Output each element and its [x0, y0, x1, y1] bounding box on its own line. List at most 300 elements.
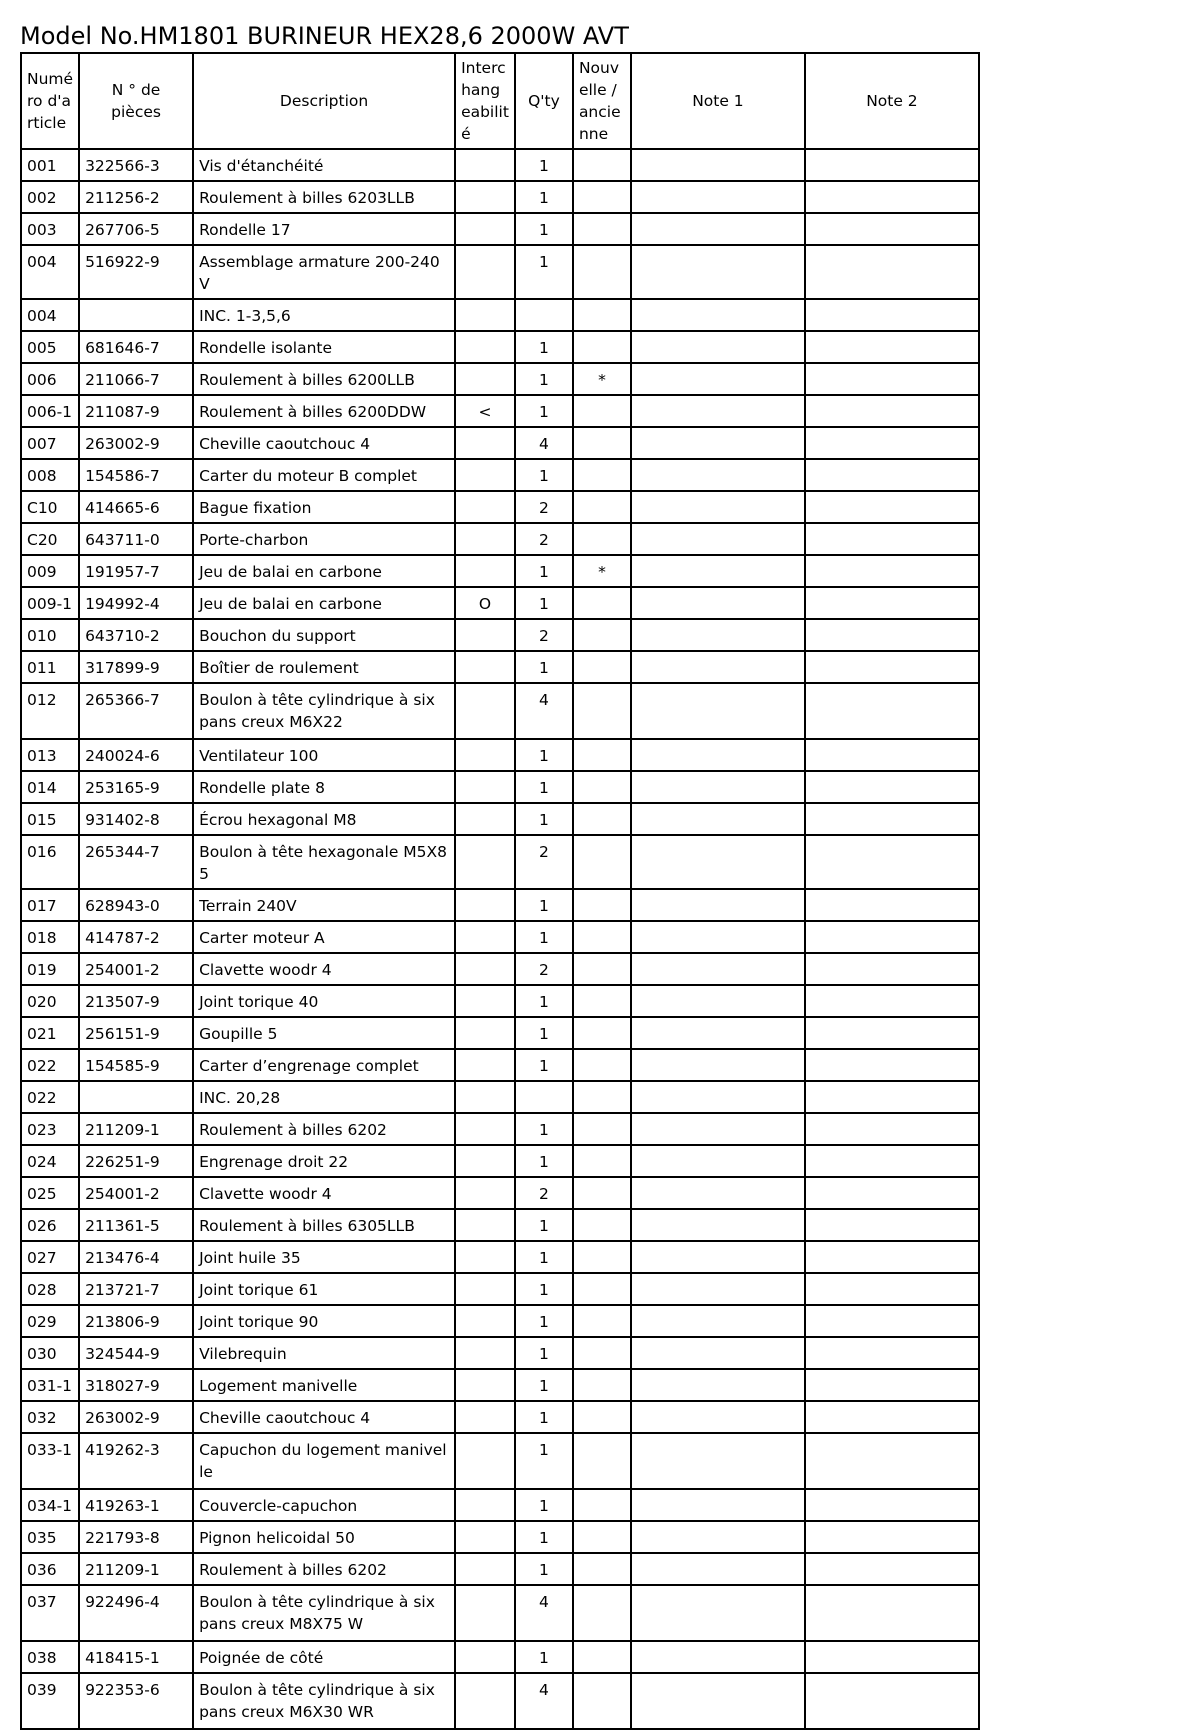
cell-description: Couvercle-capuchon — [193, 1489, 455, 1521]
cell-note-1 — [631, 491, 805, 523]
cell-quantity: 1 — [515, 459, 573, 491]
cell-part-number: 516922-9 — [79, 245, 193, 299]
cell-interchangeability — [455, 1553, 515, 1585]
cell-note-1 — [631, 459, 805, 491]
cell-note-2 — [805, 1273, 979, 1305]
cell-description: Assemblage armature 200-240V — [193, 245, 455, 299]
cell-description: Engrenage droit 22 — [193, 1145, 455, 1177]
cell-part-number: 643710-2 — [79, 619, 193, 651]
table-row — [21, 835, 979, 889]
cell-quantity: 1 — [515, 1273, 573, 1305]
cell-part-number: 194992-4 — [79, 587, 193, 619]
table-row — [21, 683, 979, 739]
cell-part-number: 265366-7 — [79, 683, 193, 739]
table-row — [21, 803, 979, 835]
cell-interchangeability — [455, 1209, 515, 1241]
cell-quantity: 4 — [515, 1585, 573, 1641]
cell-note-2 — [805, 889, 979, 921]
cell-note-2 — [805, 459, 979, 491]
cell-note-2 — [805, 1433, 979, 1489]
cell-note-1 — [631, 1401, 805, 1433]
cell-description: Roulement à billes 6202 — [193, 1553, 455, 1585]
cell-note-1 — [631, 921, 805, 953]
cell-note-2 — [805, 1177, 979, 1209]
cell-quantity: 1 — [515, 771, 573, 803]
cell-item-number: 033-1 — [21, 1433, 79, 1489]
cell-new-old — [573, 1241, 631, 1273]
cell-quantity: 4 — [515, 1673, 573, 1729]
table-row — [21, 1049, 979, 1081]
cell-interchangeability — [455, 363, 515, 395]
cell-part-number: 240024-6 — [79, 739, 193, 771]
cell-part-number: 213721-7 — [79, 1273, 193, 1305]
table-row — [21, 739, 979, 771]
cell-item-number: 034-1 — [21, 1489, 79, 1521]
cell-note-1 — [631, 771, 805, 803]
cell-part-number: 213476-4 — [79, 1241, 193, 1273]
cell-new-old — [573, 985, 631, 1017]
cell-description: Capuchon du logement manivelle — [193, 1433, 455, 1489]
cell-item-number: 031-1 — [21, 1369, 79, 1401]
cell-description: Joint huile 35 — [193, 1241, 455, 1273]
cell-quantity: 1 — [515, 1521, 573, 1553]
header-description: Description — [193, 53, 455, 149]
table-row — [21, 149, 979, 181]
cell-item-number: 021 — [21, 1017, 79, 1049]
cell-description: Jeu de balai en carbone — [193, 555, 455, 587]
cell-part-number: 211209-1 — [79, 1553, 193, 1585]
cell-note-2 — [805, 985, 979, 1017]
cell-new-old — [573, 427, 631, 459]
cell-part-number: 211209-1 — [79, 1113, 193, 1145]
header-part-number: N ° de pièces — [79, 53, 193, 149]
table-row — [21, 1113, 979, 1145]
cell-new-old — [573, 1113, 631, 1145]
cell-interchangeability — [455, 1585, 515, 1641]
cell-description: Écrou hexagonal M8 — [193, 803, 455, 835]
cell-new-old — [573, 1017, 631, 1049]
cell-note-2 — [805, 619, 979, 651]
cell-interchangeability — [455, 523, 515, 555]
cell-item-number: 022 — [21, 1081, 79, 1113]
cell-part-number: 211087-9 — [79, 395, 193, 427]
table-row — [21, 921, 979, 953]
cell-new-old — [573, 299, 631, 331]
cell-quantity: 1 — [515, 363, 573, 395]
cell-part-number: 922496-4 — [79, 1585, 193, 1641]
cell-quantity: 1 — [515, 921, 573, 953]
cell-note-1 — [631, 299, 805, 331]
cell-description: Rondelle isolante — [193, 331, 455, 363]
cell-note-2 — [805, 1017, 979, 1049]
cell-description: INC. 20,28 — [193, 1081, 455, 1113]
cell-part-number — [79, 1081, 193, 1113]
cell-description: Joint torique 40 — [193, 985, 455, 1017]
cell-note-1 — [631, 587, 805, 619]
cell-part-number: 226251-9 — [79, 1145, 193, 1177]
cell-quantity: 1 — [515, 1113, 573, 1145]
cell-part-number: 324544-9 — [79, 1337, 193, 1369]
cell-quantity: 1 — [515, 1305, 573, 1337]
cell-new-old — [573, 771, 631, 803]
cell-interchangeability — [455, 555, 515, 587]
cell-new-old — [573, 1177, 631, 1209]
cell-note-2 — [805, 1521, 979, 1553]
cell-part-number: 931402-8 — [79, 803, 193, 835]
cell-note-2 — [805, 1401, 979, 1433]
cell-part-number: 419263-1 — [79, 1489, 193, 1521]
cell-note-2 — [805, 587, 979, 619]
cell-item-number: 017 — [21, 889, 79, 921]
cell-interchangeability — [455, 803, 515, 835]
cell-interchangeability: O — [455, 587, 515, 619]
cell-interchangeability — [455, 1521, 515, 1553]
cell-item-number: C20 — [21, 523, 79, 555]
cell-interchangeability — [455, 181, 515, 213]
cell-quantity: 1 — [515, 739, 573, 771]
cell-item-number: 035 — [21, 1521, 79, 1553]
table-row — [21, 1209, 979, 1241]
table-row — [21, 771, 979, 803]
cell-description: Bague fixation — [193, 491, 455, 523]
cell-note-2 — [805, 921, 979, 953]
cell-interchangeability — [455, 1641, 515, 1673]
cell-quantity: 1 — [515, 1641, 573, 1673]
cell-note-1 — [631, 1489, 805, 1521]
cell-note-1 — [631, 1241, 805, 1273]
cell-note-2 — [805, 683, 979, 739]
cell-note-1 — [631, 181, 805, 213]
cell-interchangeability — [455, 683, 515, 739]
cell-note-2 — [805, 1145, 979, 1177]
cell-quantity: 1 — [515, 651, 573, 683]
cell-interchangeability — [455, 1241, 515, 1273]
cell-description: Boulon à tête cylindrique à six pans creux M8X75 W — [193, 1585, 455, 1641]
cell-new-old — [573, 921, 631, 953]
table-row — [21, 523, 979, 555]
table-header-row — [21, 53, 979, 149]
table-row — [21, 181, 979, 213]
cell-new-old — [573, 181, 631, 213]
cell-item-number: 019 — [21, 953, 79, 985]
cell-interchangeability: < — [455, 395, 515, 427]
table-row — [21, 953, 979, 985]
cell-note-1 — [631, 1113, 805, 1145]
cell-note-2 — [805, 739, 979, 771]
cell-note-2 — [805, 491, 979, 523]
cell-note-2 — [805, 427, 979, 459]
table-row — [21, 213, 979, 245]
cell-note-1 — [631, 1337, 805, 1369]
cell-note-1 — [631, 395, 805, 427]
table-row — [21, 1553, 979, 1585]
cell-note-1 — [631, 331, 805, 363]
table-row — [21, 1273, 979, 1305]
cell-note-2 — [805, 555, 979, 587]
cell-item-number: C10 — [21, 491, 79, 523]
cell-interchangeability — [455, 1401, 515, 1433]
cell-note-1 — [631, 1305, 805, 1337]
table-row — [21, 245, 979, 299]
cell-description: Roulement à billes 6202 — [193, 1113, 455, 1145]
cell-description: Clavette woodr 4 — [193, 1177, 455, 1209]
header-quantity: Q'ty — [515, 53, 573, 149]
cell-new-old — [573, 245, 631, 299]
cell-new-old: * — [573, 555, 631, 587]
cell-note-1 — [631, 619, 805, 651]
header-note-1: Note 1 — [631, 53, 805, 149]
cell-description: Carter du moteur B complet — [193, 459, 455, 491]
cell-quantity: 1 — [515, 245, 573, 299]
cell-description: Boulon à tête cylindrique à six pans creux M6X30 WR — [193, 1673, 455, 1729]
cell-item-number: 020 — [21, 985, 79, 1017]
table-row — [21, 1585, 979, 1641]
cell-description: Bouchon du support — [193, 619, 455, 651]
cell-description: Roulement à billes 6203LLB — [193, 181, 455, 213]
cell-item-number: 004 — [21, 245, 79, 299]
cell-quantity: 1 — [515, 1049, 573, 1081]
cell-note-2 — [805, 1489, 979, 1521]
cell-item-number: 024 — [21, 1145, 79, 1177]
cell-part-number: 414787-2 — [79, 921, 193, 953]
cell-interchangeability — [455, 771, 515, 803]
cell-note-2 — [805, 523, 979, 555]
cell-interchangeability — [455, 1113, 515, 1145]
cell-item-number: 003 — [21, 213, 79, 245]
cell-quantity: 1 — [515, 889, 573, 921]
cell-interchangeability — [455, 1369, 515, 1401]
cell-item-number: 006 — [21, 363, 79, 395]
cell-interchangeability — [455, 835, 515, 889]
cell-item-number: 037 — [21, 1585, 79, 1641]
cell-new-old — [573, 1521, 631, 1553]
cell-interchangeability — [455, 739, 515, 771]
table-row — [21, 1145, 979, 1177]
table-row — [21, 985, 979, 1017]
cell-new-old — [573, 1049, 631, 1081]
cell-part-number — [79, 299, 193, 331]
cell-description: Vis d'étanchéité — [193, 149, 455, 181]
cell-interchangeability — [455, 953, 515, 985]
cell-part-number: 317899-9 — [79, 651, 193, 683]
cell-note-1 — [631, 985, 805, 1017]
cell-part-number: 211361-5 — [79, 1209, 193, 1241]
cell-quantity: 1 — [515, 1209, 573, 1241]
cell-note-1 — [631, 1145, 805, 1177]
cell-note-2 — [805, 1049, 979, 1081]
table-row — [21, 1433, 979, 1489]
cell-new-old — [573, 213, 631, 245]
cell-note-1 — [631, 363, 805, 395]
cell-new-old — [573, 1401, 631, 1433]
cell-part-number: 191957-7 — [79, 555, 193, 587]
cell-quantity: 1 — [515, 803, 573, 835]
cell-part-number: 414665-6 — [79, 491, 193, 523]
table-row — [21, 299, 979, 331]
cell-quantity: 1 — [515, 213, 573, 245]
cell-quantity: 4 — [515, 683, 573, 739]
cell-note-1 — [631, 523, 805, 555]
cell-item-number: 032 — [21, 1401, 79, 1433]
cell-note-1 — [631, 1553, 805, 1585]
cell-quantity: 1 — [515, 1401, 573, 1433]
cell-part-number: 154585-9 — [79, 1049, 193, 1081]
cell-interchangeability — [455, 619, 515, 651]
table-row — [21, 889, 979, 921]
cell-note-2 — [805, 1305, 979, 1337]
cell-note-2 — [805, 771, 979, 803]
cell-new-old — [573, 1433, 631, 1489]
cell-quantity: 2 — [515, 953, 573, 985]
table-row — [21, 651, 979, 683]
table-row — [21, 363, 979, 395]
cell-note-1 — [631, 1177, 805, 1209]
cell-quantity: 1 — [515, 395, 573, 427]
cell-description: Terrain 240V — [193, 889, 455, 921]
cell-item-number: 013 — [21, 739, 79, 771]
cell-new-old: * — [573, 363, 631, 395]
cell-note-2 — [805, 1209, 979, 1241]
cell-new-old — [573, 523, 631, 555]
cell-new-old — [573, 1369, 631, 1401]
cell-new-old — [573, 889, 631, 921]
cell-description: Joint torique 90 — [193, 1305, 455, 1337]
cell-note-1 — [631, 213, 805, 245]
cell-interchangeability — [455, 1081, 515, 1113]
cell-description: Carter moteur A — [193, 921, 455, 953]
cell-description: Poignée de côté — [193, 1641, 455, 1673]
cell-description: Cheville caoutchouc 4 — [193, 427, 455, 459]
header-note-2: Note 2 — [805, 53, 979, 149]
cell-new-old — [573, 619, 631, 651]
header-item-number: Numé ro d'a rticle — [21, 53, 79, 149]
cell-item-number: 036 — [21, 1553, 79, 1585]
cell-quantity: 2 — [515, 491, 573, 523]
cell-note-2 — [805, 299, 979, 331]
table-row — [21, 459, 979, 491]
cell-note-1 — [631, 427, 805, 459]
cell-new-old — [573, 149, 631, 181]
cell-quantity: 1 — [515, 1241, 573, 1273]
header-interchangeability: Interc hang eabilit é — [455, 53, 515, 149]
cell-new-old — [573, 1489, 631, 1521]
cell-item-number: 012 — [21, 683, 79, 739]
table-row — [21, 1489, 979, 1521]
cell-new-old — [573, 1337, 631, 1369]
cell-note-1 — [631, 889, 805, 921]
cell-quantity: 4 — [515, 427, 573, 459]
table-row — [21, 491, 979, 523]
cell-description: Roulement à billes 6200DDW — [193, 395, 455, 427]
cell-note-1 — [631, 1369, 805, 1401]
cell-note-1 — [631, 1273, 805, 1305]
cell-description: Logement manivelle — [193, 1369, 455, 1401]
table-row — [21, 1369, 979, 1401]
cell-part-number: 267706-5 — [79, 213, 193, 245]
cell-new-old — [573, 587, 631, 619]
table-row — [21, 1177, 979, 1209]
cell-interchangeability — [455, 1145, 515, 1177]
cell-item-number: 039 — [21, 1673, 79, 1729]
cell-note-1 — [631, 1209, 805, 1241]
cell-new-old — [573, 1145, 631, 1177]
cell-interchangeability — [455, 1049, 515, 1081]
cell-note-2 — [805, 953, 979, 985]
table-row — [21, 1673, 979, 1729]
table-row — [21, 1641, 979, 1673]
cell-item-number: 009 — [21, 555, 79, 587]
cell-part-number: 628943-0 — [79, 889, 193, 921]
cell-item-number: 008 — [21, 459, 79, 491]
cell-note-1 — [631, 1521, 805, 1553]
cell-item-number: 010 — [21, 619, 79, 651]
cell-interchangeability — [455, 459, 515, 491]
cell-new-old — [573, 803, 631, 835]
cell-item-number: 029 — [21, 1305, 79, 1337]
cell-interchangeability — [455, 921, 515, 953]
cell-new-old — [573, 1585, 631, 1641]
table-row — [21, 1337, 979, 1369]
cell-description: Boulon à tête hexagonale M5X85 — [193, 835, 455, 889]
cell-note-2 — [805, 1641, 979, 1673]
cell-part-number: 265344-7 — [79, 835, 193, 889]
cell-note-2 — [805, 1553, 979, 1585]
cell-description: Roulement à billes 6305LLB — [193, 1209, 455, 1241]
cell-quantity: 1 — [515, 331, 573, 363]
cell-quantity: 1 — [515, 1017, 573, 1049]
cell-note-1 — [631, 651, 805, 683]
cell-note-2 — [805, 149, 979, 181]
cell-quantity: 1 — [515, 1433, 573, 1489]
cell-new-old — [573, 395, 631, 427]
cell-new-old — [573, 835, 631, 889]
cell-new-old — [573, 683, 631, 739]
cell-item-number: 038 — [21, 1641, 79, 1673]
cell-description: Porte-charbon — [193, 523, 455, 555]
cell-new-old — [573, 1273, 631, 1305]
cell-item-number: 030 — [21, 1337, 79, 1369]
cell-item-number: 002 — [21, 181, 79, 213]
cell-interchangeability — [455, 245, 515, 299]
cell-part-number: 681646-7 — [79, 331, 193, 363]
cell-note-1 — [631, 803, 805, 835]
cell-description: Jeu de balai en carbone — [193, 587, 455, 619]
cell-interchangeability — [455, 1273, 515, 1305]
cell-interchangeability — [455, 1489, 515, 1521]
cell-note-2 — [805, 1369, 979, 1401]
cell-note-1 — [631, 149, 805, 181]
cell-note-2 — [805, 651, 979, 683]
table-row — [21, 1305, 979, 1337]
cell-item-number: 007 — [21, 427, 79, 459]
cell-note-2 — [805, 331, 979, 363]
cell-part-number: 643711-0 — [79, 523, 193, 555]
cell-description: Vilebrequin — [193, 1337, 455, 1369]
cell-description: Pignon helicoidal 50 — [193, 1521, 455, 1553]
cell-interchangeability — [455, 1673, 515, 1729]
cell-interchangeability — [455, 1017, 515, 1049]
cell-interchangeability — [455, 1433, 515, 1489]
cell-description: Rondelle 17 — [193, 213, 455, 245]
table-row — [21, 331, 979, 363]
cell-item-number: 027 — [21, 1241, 79, 1273]
cell-note-2 — [805, 1081, 979, 1113]
cell-new-old — [573, 1553, 631, 1585]
cell-interchangeability — [455, 491, 515, 523]
cell-interchangeability — [455, 427, 515, 459]
cell-description: Cheville caoutchouc 4 — [193, 1401, 455, 1433]
cell-quantity — [515, 1081, 573, 1113]
